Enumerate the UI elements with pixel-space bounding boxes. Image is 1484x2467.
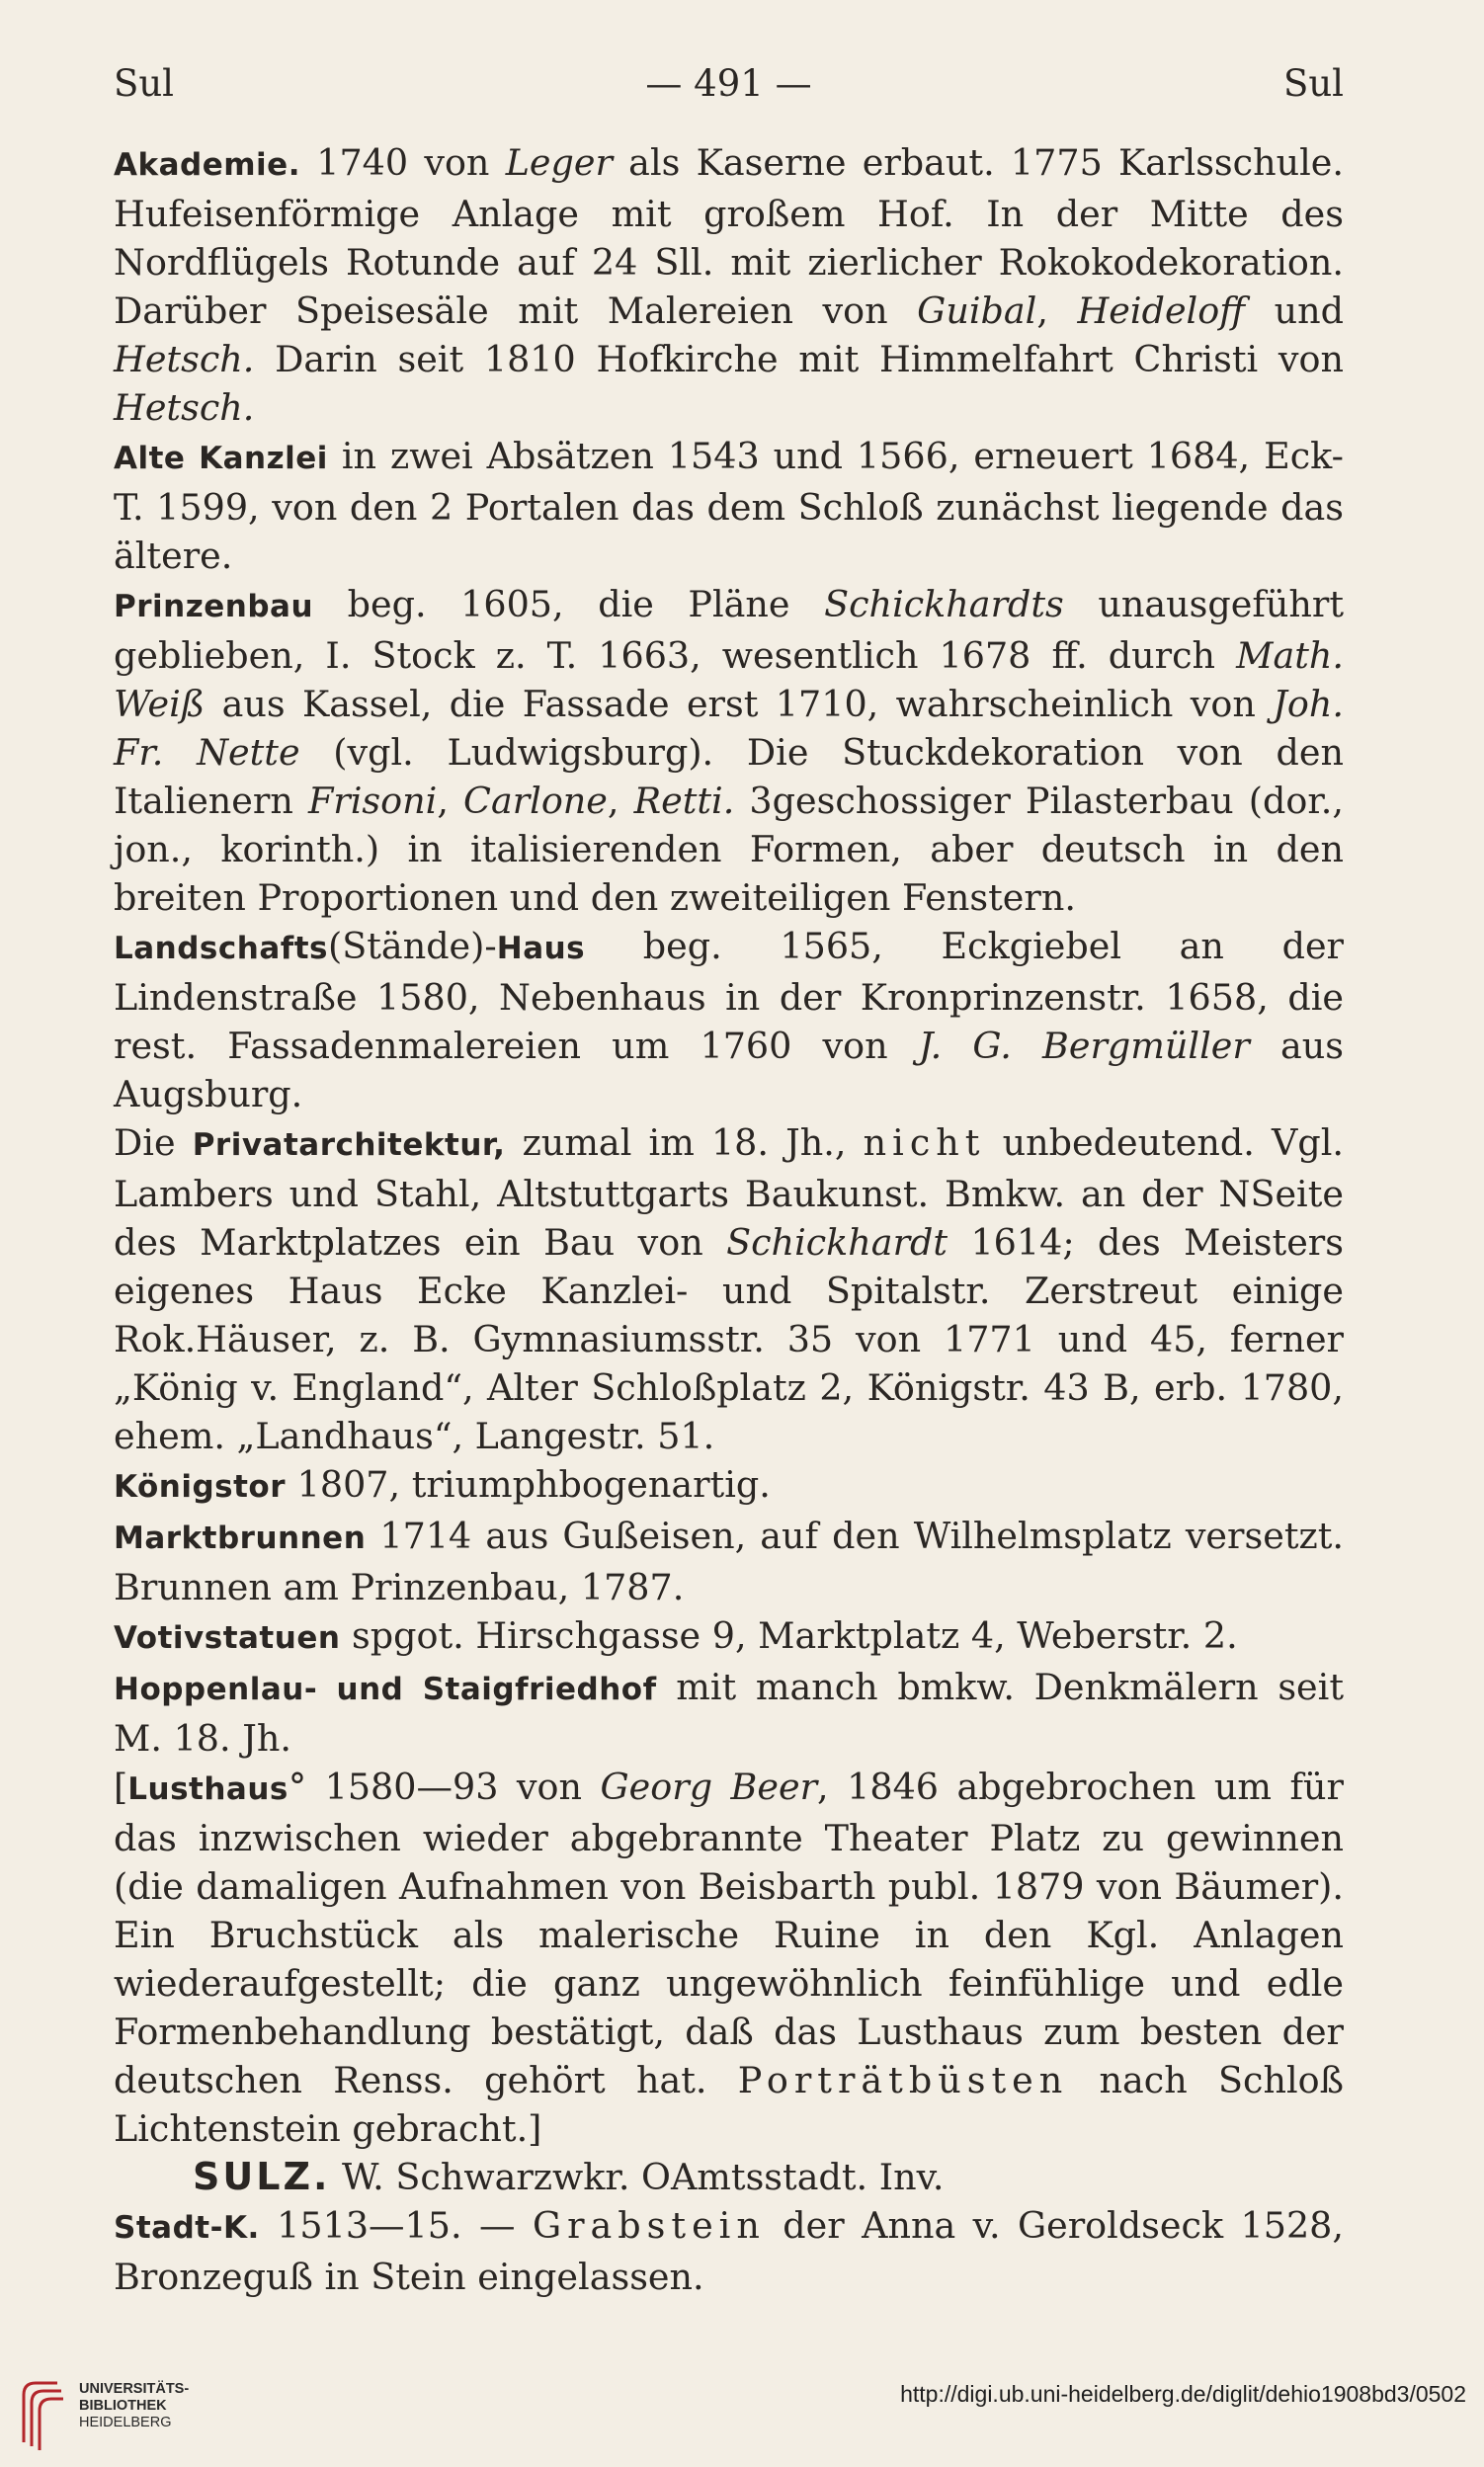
page-body (114, 138, 1344, 2301)
entry-marktbrunnen (114, 1512, 1344, 1611)
entry-text: in zwei Absätzen 1543 und 1566, erneuert 1684, Eck-T. 1599, von den 2 Portalen das dem Schloß zunächst liegende das ältere. (114, 435, 1344, 577)
entry-text: 1740 von (299, 141, 506, 184)
entry-text: unbedeutend. Vgl. Lambers und Stahl, Altstuttgarts Baukunst. Bmkw. an der NSeite des Marktplatzes ein Bau von (114, 1121, 1344, 1264)
entry-alte-kanzlei (114, 432, 1344, 580)
entry-prinzenbau (114, 580, 1344, 922)
spaced-emphasis: Porträtbüsten (737, 2059, 1069, 2101)
artist-name: Hetsch. (114, 338, 255, 380)
artist-name: Georg Beer (600, 1766, 818, 1808)
header-right-catchword: Sul (1282, 62, 1344, 105)
artist-name: Leger (505, 141, 613, 184)
spaced-emphasis: Grabstein (532, 2204, 766, 2247)
entry-text: (Stände)- (328, 925, 497, 967)
entry-text: Darin seit 1810 Hofkirche mit Himmelfahrt Christi von (254, 338, 1344, 380)
running-head (114, 54, 1344, 114)
entry-text: 1714 aus Gußeisen, auf den Wilhelmsplatz versetzt. Brunnen am Prinzenbau, 1787. (114, 1515, 1344, 1608)
entry-text: und (1245, 289, 1344, 332)
entry-text: (vgl. Ludwigsburg). Die Stuckdekoration von den Italienern (114, 731, 1344, 822)
entry-privatarchitektur (114, 1118, 1344, 1460)
artist-name: Carlone (463, 780, 608, 822)
artist-name: Retti. (633, 780, 735, 822)
entry-text: beg. 1565, Eckgiebel an der Lindenstraße 1580, Nebenhaus in der Kronprinzenstr. 1658, die rest. Fassadenmalereien um 1760 von (114, 925, 1344, 1067)
entry-lusthaus (114, 1763, 1344, 2153)
artist-name: Schickhardts (824, 583, 1064, 625)
entry-term: Prinzenbau (114, 589, 314, 624)
ub-heidelberg-logo-icon (14, 2373, 65, 2452)
library-name-line: UNIVERSITÄTS- (79, 2381, 190, 2397)
entry-text: Die (114, 1121, 193, 1164)
entry-term: Lusthaus (127, 1771, 289, 1807)
entry-akademie (114, 138, 1344, 432)
place-heading: SULZ. (193, 2155, 331, 2198)
entry-text: , (437, 780, 464, 822)
entry-text: W. Schwarzwkr. OAmtsstadt. Inv. (330, 2156, 945, 2198)
entry-text: 1807, triumphbogenartig. (286, 1463, 771, 1506)
entry-koenigstor (114, 1460, 1344, 1512)
entry-term: Akademie. (114, 147, 300, 183)
header-left-catchword: Sul (114, 62, 175, 105)
source-url-link[interactable]: http://digi.ub.uni-heidelberg.de/diglit/dehio1908bd3/0502 (900, 2381, 1466, 2407)
entry-text: spgot. Hirschgasse 9, Marktplatz 4, Weberstr. 2. (340, 1614, 1238, 1657)
entry-text: nach Schloß Lichtenstein gebracht.] (114, 2059, 1344, 2150)
artist-name: Schickhardt (726, 1221, 948, 1264)
entry-text: , (607, 780, 634, 822)
entry-term: Alte Kanzlei (114, 441, 328, 476)
artist-name: Joh. Fr. Nette (114, 683, 1344, 774)
entry-text: beg. 1605, die Pläne (313, 583, 825, 625)
entry-term: Votivstatuen (114, 1620, 341, 1656)
entry-term: Marktbrunnen (114, 1521, 367, 1556)
entry-sulz-heading (114, 2153, 1344, 2201)
entry-text: , 1846 abgebrochen um für das inzwischen wieder abgebrannte Theater Platz zu gewinnen (die damaligen Aufnahmen von Beisbarth publ. 1879 von Bäumer). Ein Bruchstück als malerische Ruine in den Kgl. Anlagen wiederaufgestellt; die ganz ungewöhnlich feinfühlige und edle Formenbehandlung bestätigt, daß das Lusthaus zum besten der deutschen Renss. gehört hat. (114, 1766, 1344, 2101)
artist-name: J. G. Bergmüller (918, 1025, 1250, 1067)
spaced-emphasis: nicht (863, 1121, 986, 1164)
entry-term: Königstor (114, 1469, 287, 1505)
entry-text: unausgeführt geblieben, I. Stock z. T. 1663, wesentlich 1678 ff. durch (114, 583, 1344, 677)
entry-votivstatuen (114, 1611, 1344, 1663)
entry-text: zumal im 18. Jh., (505, 1121, 864, 1164)
entry-text: mit manch bmkw. Denkmälern seit M. 18. Jh. (114, 1666, 1344, 1760)
entry-text: aus Kassel, die Fassade erst 1710, wahrscheinlich von (205, 683, 1274, 725)
library-name (79, 2381, 189, 2431)
entry-term: Privatarchitektur, (192, 1127, 506, 1163)
entry-text: aus Augsburg. (114, 1025, 1344, 1115)
digitization-footer (0, 2361, 1484, 2467)
library-name-line: BIBLIOTHEK (79, 2398, 167, 2414)
artist-name: Heideloff (1077, 289, 1246, 332)
entry-text: 1614; des Meisters eigenes Haus Ecke Kanzlei- und Spitalstr. Zerstreut einige Rok.Häuser, z. B. Gymnasiumsstr. 35 von 1771 und 45, ferner „König v. England“, Alter Schloßplatz 2, Königstr. 43 B, erb. 1780, ehem. „Landhaus“, Langestr. 51. (114, 1221, 1344, 1457)
entry-text: ° 1580—93 von (288, 1766, 601, 1808)
entry-text: der Anna v. Geroldseck 1528, Bronzeguß in Stein eingelassen. (114, 2204, 1344, 2298)
entry-text: 3geschossiger Pilasterbau (dor., jon., korinth.) in italisierenden Formen, aber deutsch in den breiten Proportionen und den zweiteiligen Fenstern. (114, 780, 1344, 919)
artist-name: Frisoni (307, 780, 438, 822)
entry-text: 1513—15. — (259, 2204, 533, 2247)
entry-term: Landschafts (114, 931, 329, 966)
library-name-line: HEIDELBERG (79, 2415, 172, 2430)
entry-term: Hoppenlau- und Staigfriedhof (114, 1672, 657, 1707)
entry-term: Haus (496, 931, 586, 966)
entry-term: Stadt-K. (114, 2210, 260, 2246)
entry-text: [ (114, 1766, 128, 1808)
page-number: — 491 — (645, 62, 812, 105)
artist-name: Guibal (917, 289, 1037, 332)
entry-friedhof (114, 1663, 1344, 1763)
entry-landschaftshaus (114, 922, 1344, 1118)
artist-name: Hetsch. (114, 386, 255, 429)
entry-text: als Kaserne erbaut. 1775 Karlsschule. Hufeisenförmige Anlage mit großem Hof. In der Mitte des Nordflügels Rotunde auf 24 Sll. mit zierlicher Rokokodekoration. Darüber Speisesäle mit Malereien von (114, 141, 1344, 332)
artist-name: Math. Weiß (114, 634, 1344, 725)
entry-stadt-k (114, 2201, 1344, 2301)
entry-text: , (1036, 289, 1078, 332)
